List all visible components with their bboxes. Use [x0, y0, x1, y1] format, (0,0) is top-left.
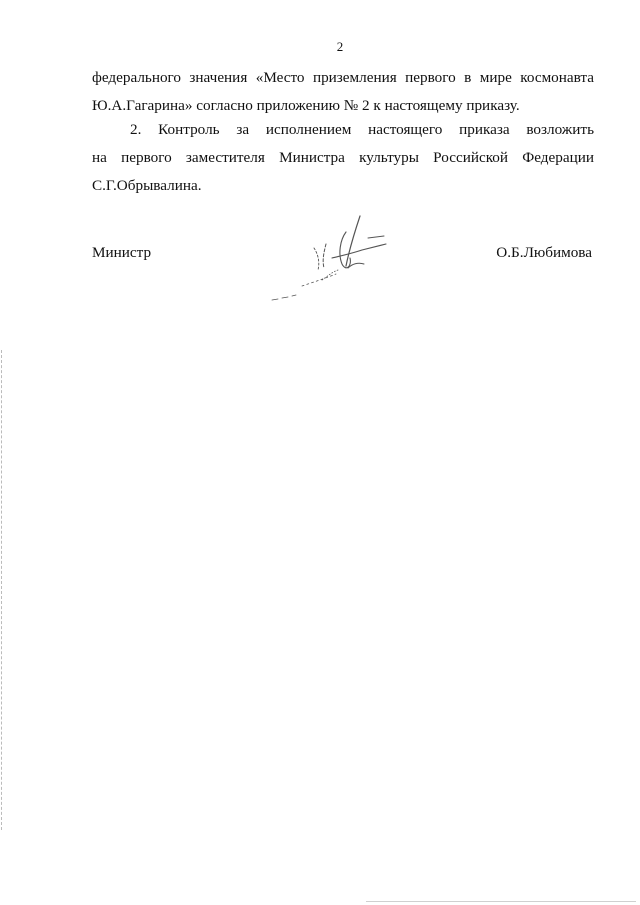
page-number: 2: [336, 39, 344, 54]
paragraph-1-line-1: федерального значения «Место приземления первого в мире космонавта: [92, 69, 594, 86]
scan-edge-bottom: [366, 901, 636, 902]
scan-edge-left: [1, 350, 3, 830]
signatory-title: Министр: [92, 244, 152, 261]
paragraph-2-line-3: С.Г.Обрывалина.: [92, 177, 202, 194]
paragraph-1: [92, 64, 594, 120]
paragraph-2-line-2: на первого заместителя Министра культуры Российской Федерации: [92, 149, 594, 166]
signatory-name: О.Б.Любимова: [496, 244, 592, 261]
paragraph-1-line-2: Ю.А.Гагарина» согласно приложению № 2 к настоящему приказу.: [92, 97, 520, 114]
paragraph-2-line-1: 2. Контроль за исполнением настоящего приказа возложить: [130, 121, 594, 138]
paragraph-2: [92, 116, 594, 200]
signature-block: [92, 244, 592, 274]
